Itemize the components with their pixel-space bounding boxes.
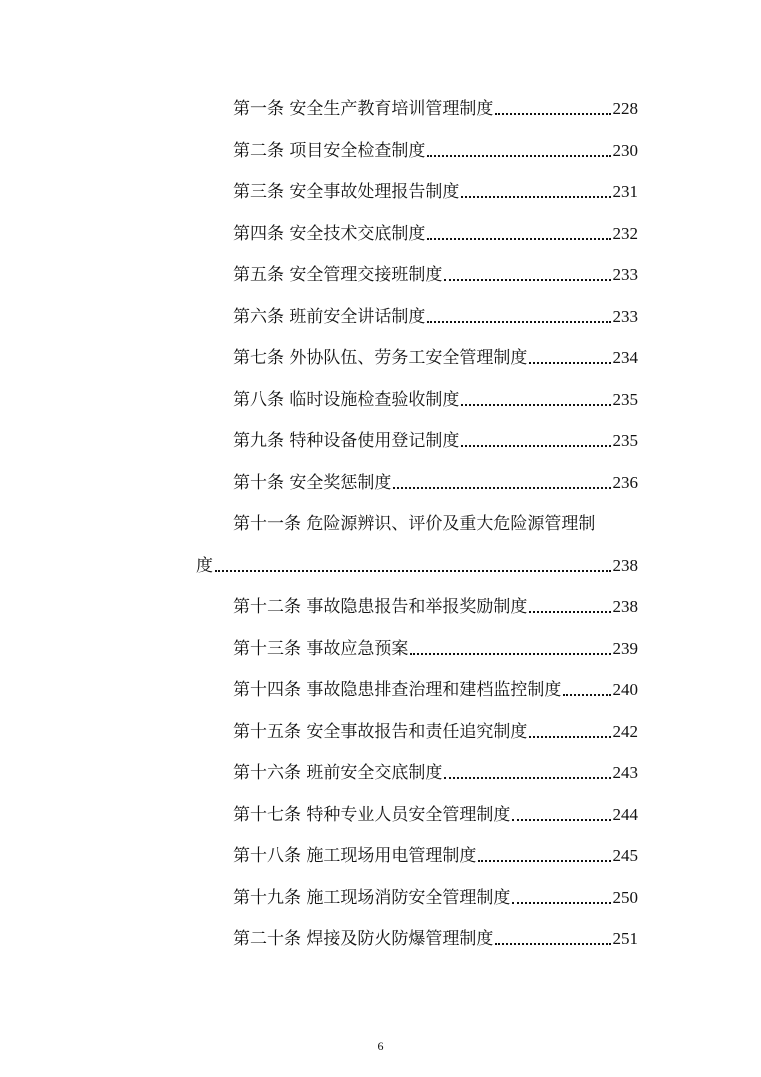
toc-entry-15[interactable] [233, 719, 638, 745]
toc-entry-page: 231 [612, 182, 638, 201]
toc-entry-title: 第八条 临时设施检查验收制度 [233, 390, 460, 410]
dot-leader [444, 777, 610, 779]
toc-entry-11-line1[interactable]: 第十一条 危险源辨识、评价及重大危险源管理制 [233, 514, 596, 534]
toc-entry-page: 230 [612, 141, 638, 160]
dot-leader [478, 860, 610, 862]
toc-entry-10[interactable] [233, 470, 638, 496]
toc-entry-page: 243 [612, 763, 638, 782]
page-number: 6 [377, 1039, 384, 1053]
toc-entry-7[interactable] [233, 345, 638, 371]
toc-entry-title: 第十七条 特种专业人员安全管理制度 [233, 805, 511, 825]
toc-entry-title: 第十条 安全奖惩制度 [233, 473, 392, 493]
dot-leader [563, 694, 610, 696]
toc-entry-page: 251 [612, 929, 638, 948]
dot-leader [410, 653, 610, 655]
toc-entry-16[interactable] [233, 760, 638, 786]
toc-entry-14[interactable] [233, 677, 638, 703]
toc-entry-1[interactable] [233, 96, 638, 122]
toc-entry-title: 第十六条 班前安全交底制度 [233, 763, 443, 783]
toc-entry-page: 238 [612, 556, 638, 575]
dot-leader [461, 404, 610, 406]
toc-entry-title: 第二十条 焊接及防火防爆管理制度 [233, 929, 494, 949]
toc-entry-page: 232 [612, 224, 638, 243]
toc-entry-6[interactable] [233, 304, 638, 330]
toc-entry-title: 第十四条 事故隐患排查治理和建档监控制度 [233, 680, 562, 700]
toc-entry-title: 第九条 特种设备使用登记制度 [233, 431, 460, 451]
toc-entry-title: 度 [196, 556, 213, 576]
toc-entry-page: 235 [612, 431, 638, 450]
dot-leader [529, 362, 610, 364]
toc-entry-page: 239 [612, 639, 638, 658]
toc-entry-page: 244 [612, 805, 638, 824]
toc-entry-11-line2[interactable] [196, 553, 638, 579]
toc-entry-9[interactable] [233, 428, 638, 454]
toc-entry-title: 第六条 班前安全讲话制度 [233, 307, 426, 327]
toc-entry-page: 242 [612, 722, 638, 741]
toc-entry-title: 第四条 安全技术交底制度 [233, 224, 426, 244]
dot-leader [427, 155, 610, 157]
toc-entry-page: 250 [612, 888, 638, 907]
toc-entry-page: 238 [612, 597, 638, 616]
toc-entry-title: 第七条 外协队伍、劳务工安全管理制度 [233, 348, 528, 368]
dot-leader [529, 736, 610, 738]
toc-entry-17[interactable] [233, 802, 638, 828]
toc-entry-title: 第十三条 事故应急预案 [233, 639, 409, 659]
toc-entry-2[interactable] [233, 138, 638, 164]
toc-entry-title: 第一条 安全生产教育培训管理制度 [233, 99, 494, 119]
toc-entry-page: 245 [612, 846, 638, 865]
toc-entry-page: 235 [612, 390, 638, 409]
toc-entry-13[interactable] [233, 636, 638, 662]
dot-leader [461, 445, 610, 447]
dot-leader [427, 238, 610, 240]
toc-entry-page: 240 [612, 680, 638, 699]
toc-entry-18[interactable] [233, 843, 638, 869]
dot-leader [461, 196, 610, 198]
toc-entry-title: 第十二条 事故隐患报告和举报奖励制度 [233, 597, 528, 617]
toc-entry-title: 第十五条 安全事故报告和责任追究制度 [233, 722, 528, 742]
toc-entry-title: 第十八条 施工现场用电管理制度 [233, 846, 477, 866]
toc-entry-8[interactable] [233, 387, 638, 413]
dot-leader [444, 279, 610, 281]
toc-entry-title: 第十九条 施工现场消防安全管理制度 [233, 888, 511, 908]
dot-leader [529, 611, 610, 613]
dot-leader [512, 819, 610, 821]
toc-entry-page: 233 [612, 307, 638, 326]
toc-entry-page: 236 [612, 473, 638, 492]
dot-leader [512, 902, 610, 904]
toc-entry-page: 228 [612, 99, 638, 118]
dot-leader [495, 943, 610, 945]
toc-entry-title: 第三条 安全事故处理报告制度 [233, 182, 460, 202]
toc-entry-title: 第五条 安全管理交接班制度 [233, 265, 443, 285]
toc-entry-3[interactable] [233, 179, 638, 205]
toc-entry-title: 第二条 项目安全检查制度 [233, 141, 426, 161]
toc-entry-12[interactable] [233, 594, 638, 620]
toc-entry-19[interactable] [233, 885, 638, 911]
toc-entry-5[interactable] [233, 262, 638, 288]
toc-entry-4[interactable] [233, 221, 638, 247]
toc-entry-page: 233 [612, 265, 638, 284]
toc-entry-20[interactable] [233, 926, 638, 952]
dot-leader [215, 570, 611, 572]
dot-leader [427, 321, 610, 323]
toc-entry-page: 234 [612, 348, 638, 367]
dot-leader [495, 113, 610, 115]
dot-leader [393, 487, 610, 489]
